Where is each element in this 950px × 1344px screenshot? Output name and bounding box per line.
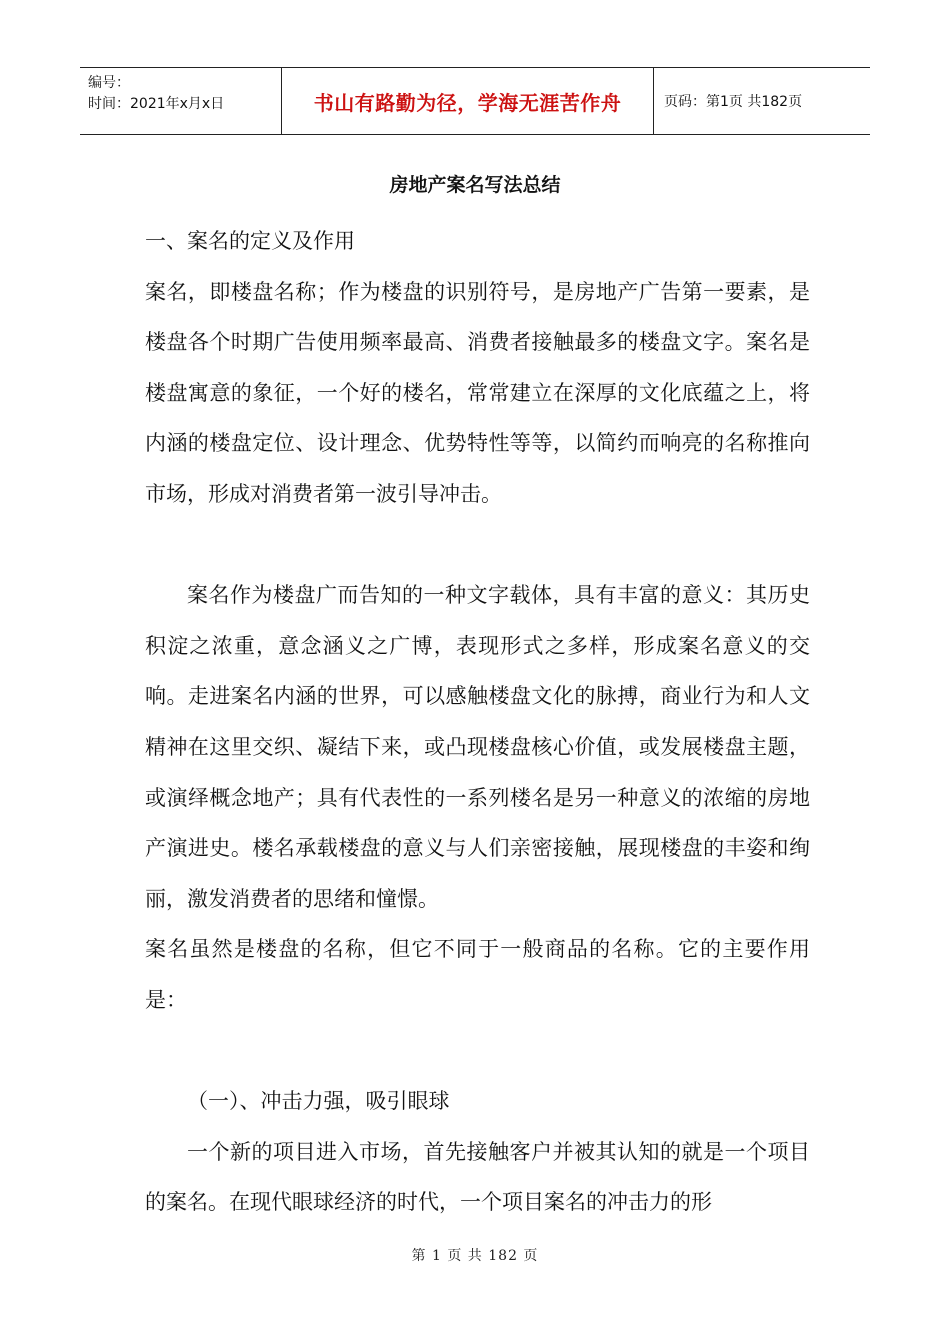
spacer — [145, 520, 810, 571]
paragraph-function-intro: 案名虽然是楼盘的名称，但它不同于一般商品的名称。它的主要作用是： — [145, 937, 810, 1012]
document-title: 房地产案名写法总结 — [389, 174, 561, 196]
document-date: 时间：2021年x月x日 — [88, 96, 225, 112]
section-heading: 一、案名的定义及作用 — [145, 229, 355, 253]
spacer — [145, 1026, 810, 1077]
paragraph-impact: 一个新的项目进入市场，首先接触客户并被其认知的就是一个项目的案名。在现代眼球经济的时代，一个项目案名的冲击力的形 — [145, 1139, 810, 1215]
header-page-cell — [654, 68, 870, 134]
header-motto-cell — [281, 68, 654, 134]
header-table — [80, 67, 870, 135]
header-page-info: 页码：第1页 共182页 — [664, 94, 803, 110]
header-motto: 书山有路勤为径，学海无涯苦作舟 — [313, 90, 622, 115]
page-footer: 第 1 页 共 182 页 — [411, 1248, 539, 1264]
subsection-heading: （一）、冲击力强，吸引眼球 — [187, 1089, 450, 1114]
paragraph-meaning: 案名作为楼盘广而告知的一种文字载体，具有丰富的意义：其历史积淀之浓重，意念涵义之广博，表现形式之多样，形成案名意义的交响。走进案名内涵的世界，可以感触楼盘文化的脉搏，商业行为和人文精神在这里交织、凝结下来，或凸现楼盘核心价值，或发展楼盘主题，或演绎概念地产；具有代表性的一系列楼名是另一种意义的浓缩的房地产演进史。楼名承载楼盘的意义与人们亲密接触，展现楼盘的丰姿和绚丽，激发消费者的思绪和憧憬。 — [145, 583, 810, 911]
document-number-label: 编号： — [88, 75, 130, 91]
header-meta-cell — [80, 68, 281, 134]
paragraph-definition: 案名，即楼盘名称；作为楼盘的识别符号，是房地产广告第一要素，是楼盘各个时期广告使用频率最高、消费者接触最多的楼盘文字。案名是楼盘寓意的象征，一个好的楼名，常常建立在深厚的文化底蕴之上，将内涵的楼盘定位、设计理念、优势特性等等，以简约而响亮的名称推向市场，形成对消费者第一波引导冲击。 — [145, 279, 810, 506]
document-body — [145, 216, 810, 1228]
